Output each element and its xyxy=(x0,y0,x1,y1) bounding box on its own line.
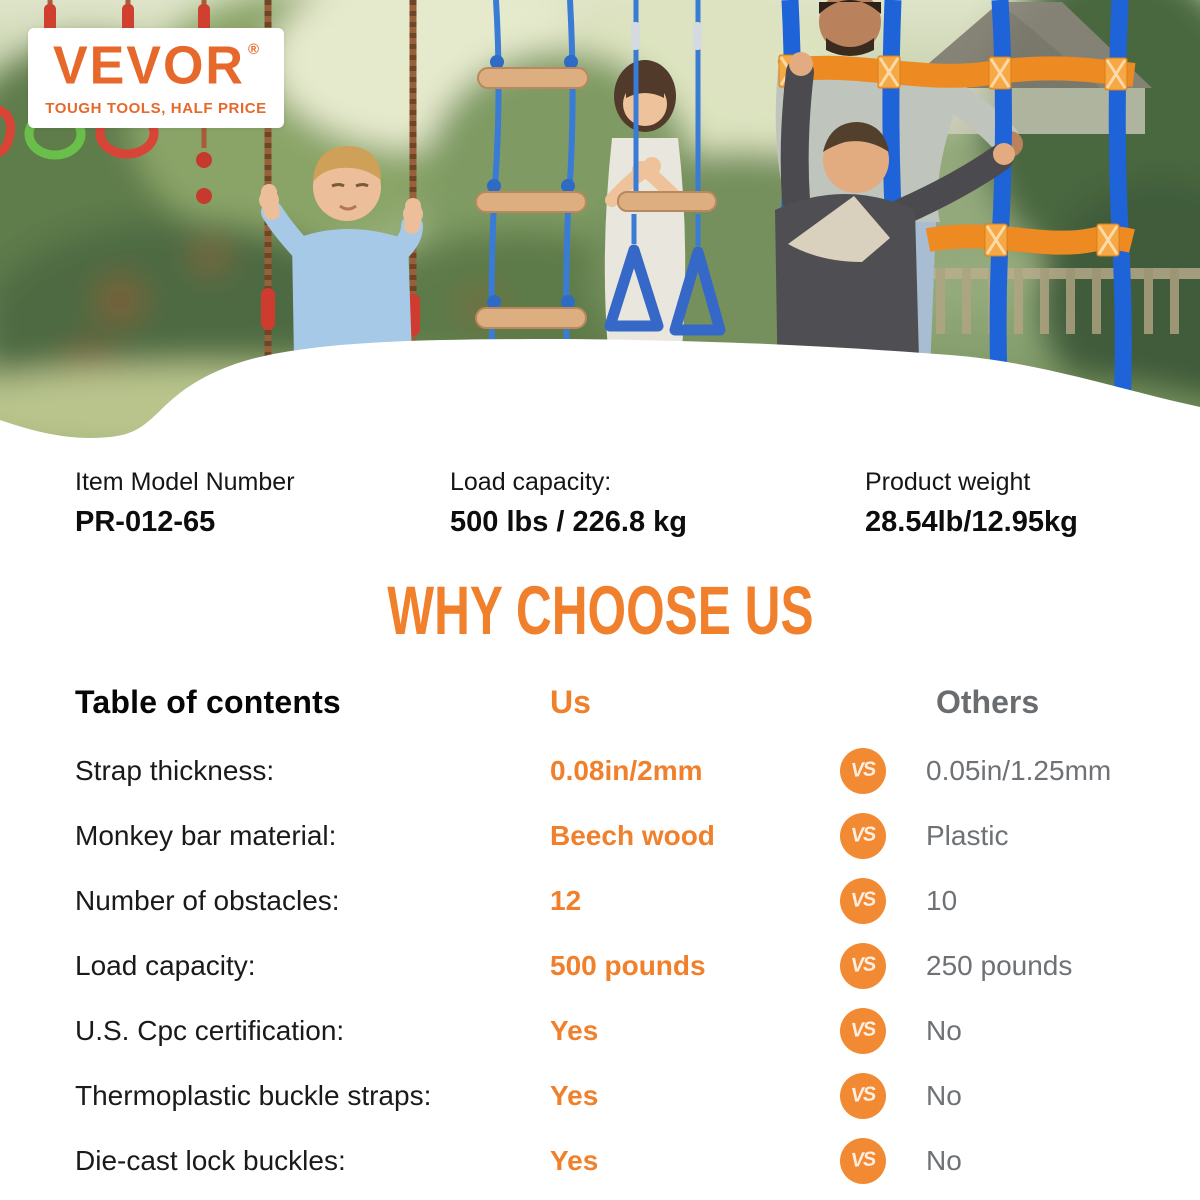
vs-label: VS xyxy=(850,1083,876,1107)
vs-label: VS xyxy=(850,888,876,912)
header-us: Us xyxy=(550,683,591,720)
table-row xyxy=(0,803,1200,868)
table-row xyxy=(0,998,1200,1063)
feature-label: Number of obstacles: xyxy=(75,884,340,916)
spec-value: 500 lbs / 226.8 kg xyxy=(450,506,687,538)
others-value: 250 pounds xyxy=(926,949,1073,981)
hero-photo xyxy=(0,0,1200,458)
table-header-row xyxy=(0,678,1200,726)
feature-label: U.S. Cpc certification: xyxy=(75,1014,345,1046)
vs-icon xyxy=(840,943,886,989)
us-value: Yes xyxy=(550,1079,599,1111)
vs-icon xyxy=(840,1008,886,1054)
others-value: No xyxy=(926,1079,962,1111)
us-value: Beech wood xyxy=(550,819,715,851)
feature-label: Thermoplastic buckle straps: xyxy=(75,1079,432,1111)
comparison-table xyxy=(0,678,1200,1193)
vevor-logo xyxy=(28,28,284,128)
feature-label: Strap thickness: xyxy=(75,754,275,786)
spec-product-weight xyxy=(865,468,1078,539)
vs-label: VS xyxy=(850,1018,876,1042)
spec-row xyxy=(0,458,1200,560)
vs-icon xyxy=(840,878,886,924)
brand-name: VEVOR xyxy=(52,35,245,96)
vs-label: VS xyxy=(850,953,876,977)
us-value: 12 xyxy=(550,884,582,916)
feature-label: Monkey bar material: xyxy=(75,819,337,851)
us-value: Yes xyxy=(550,1144,599,1176)
feature-label: Die-cast lock buckles: xyxy=(75,1144,346,1176)
section-title-text: WHY CHOOSE US xyxy=(386,573,814,650)
vs-icon xyxy=(840,748,886,794)
table-row xyxy=(0,933,1200,998)
others-value: No xyxy=(926,1144,962,1176)
spec-value: PR-012-65 xyxy=(75,506,216,538)
vs-icon xyxy=(840,1073,886,1119)
spec-value: 28.54lb/12.95kg xyxy=(865,506,1078,538)
spec-model-number xyxy=(75,468,295,539)
us-value: 0.08in/2mm xyxy=(550,754,703,786)
spec-load-capacity xyxy=(450,468,687,539)
vs-label: VS xyxy=(850,1148,876,1172)
table-row xyxy=(0,1063,1200,1128)
others-value: 0.05in/1.25mm xyxy=(926,754,1112,786)
us-value: 500 pounds xyxy=(550,949,706,981)
vs-label: VS xyxy=(850,758,876,782)
spec-label: Product weight xyxy=(865,468,1031,496)
brand-tagline: TOUGH TOOLS, HALF PRICE xyxy=(45,99,267,117)
header-feature: Table of contents xyxy=(75,683,341,720)
us-value: Yes xyxy=(550,1014,599,1046)
feature-label: Load capacity: xyxy=(75,949,256,981)
vs-icon xyxy=(840,813,886,859)
vs-icon xyxy=(840,1138,886,1184)
header-others: Others xyxy=(936,683,1040,720)
vs-label: VS xyxy=(850,823,876,847)
spec-label: Load capacity: xyxy=(450,468,612,496)
table-row xyxy=(0,1128,1200,1193)
spec-label: Item Model Number xyxy=(75,468,295,496)
registered-mark-icon: ® xyxy=(248,40,260,58)
others-value: No xyxy=(926,1014,962,1046)
table-row xyxy=(0,868,1200,933)
others-value: 10 xyxy=(926,884,958,916)
section-title xyxy=(0,574,1200,650)
others-value: Plastic xyxy=(926,819,1009,851)
table-row xyxy=(0,738,1200,803)
